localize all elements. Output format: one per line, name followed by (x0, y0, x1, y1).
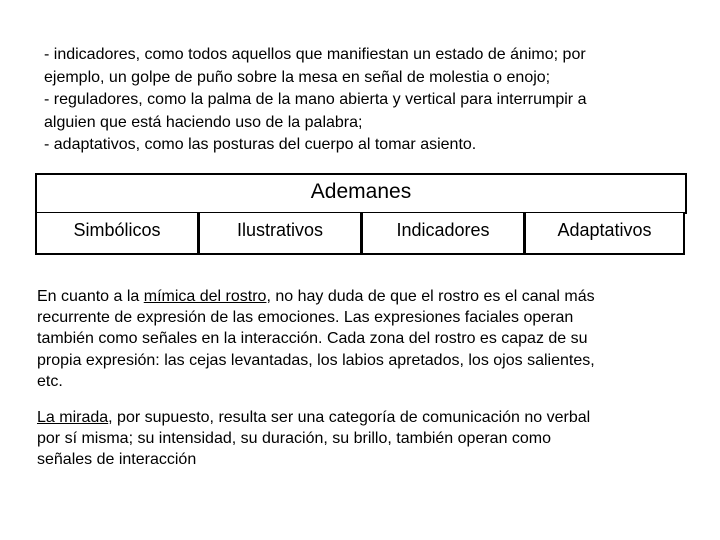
intro-line: - adaptativos, como las posturas del cuerpo al tomar asiento. (44, 136, 477, 154)
intro-line: ejemplo, un golpe de puño sobre la mesa en señal de molestia o enojo; (44, 68, 551, 86)
paragraph-line (37, 407, 687, 428)
category-box-indicadores (361, 212, 525, 255)
diagram-title: Ademanes (310, 180, 412, 203)
category-box-adaptativos (524, 212, 685, 255)
intro-list (44, 44, 694, 157)
category-label: Adaptativos (557, 220, 652, 240)
paragraph-line (37, 286, 687, 307)
category-box-simbolicos (35, 212, 199, 255)
intro-line: - indicadores, como todos aquellos que manifiestan un estado de ánimo; por (44, 46, 586, 63)
paragraph-text: , no hay duda de que el rostro es el canal más (266, 288, 595, 305)
intro-line: alguien que está haciendo uso de la palabra; (44, 113, 363, 131)
category-row (35, 212, 685, 256)
category-label: Indicadores (396, 220, 490, 240)
paragraph-text: , por supuesto, resulta ser una categoría de comunicación no verbal (108, 409, 591, 426)
paragraph-line: señales de interacción (37, 451, 197, 469)
link-la-mirada[interactable]: La mirada (37, 409, 109, 426)
paragraph-text: En cuanto a la (37, 288, 144, 305)
intro-line: - reguladores, como la palma de la mano abierta y vertical para interrumpir a (44, 91, 587, 109)
category-box-ilustrativos (198, 212, 362, 255)
ademanes-diagram (35, 173, 685, 257)
category-label: Ilustrativos (236, 220, 324, 240)
paragraph-line: también como señales en la interacción. Cada zona del rostro es capaz de su (37, 330, 588, 348)
category-label: Simbólicos (73, 220, 161, 240)
paragraph-line: propia expresión: las cejas levantadas, los labios apretados, los ojos salientes, (37, 351, 595, 369)
paragraph-line: por sí misma; su intensidad, su duración, su brillo, también operan como (37, 430, 552, 448)
link-mimica-del-rostro[interactable]: mímica del rostro (143, 288, 267, 305)
paragraph-line: etc. (37, 372, 63, 390)
diagram-title-box (35, 173, 687, 214)
paragraph-mimica (37, 286, 687, 392)
paragraph-line: recurrente de expresión de las emociones. Las expresiones faciales operan (37, 309, 574, 327)
paragraph-mirada (37, 407, 687, 471)
